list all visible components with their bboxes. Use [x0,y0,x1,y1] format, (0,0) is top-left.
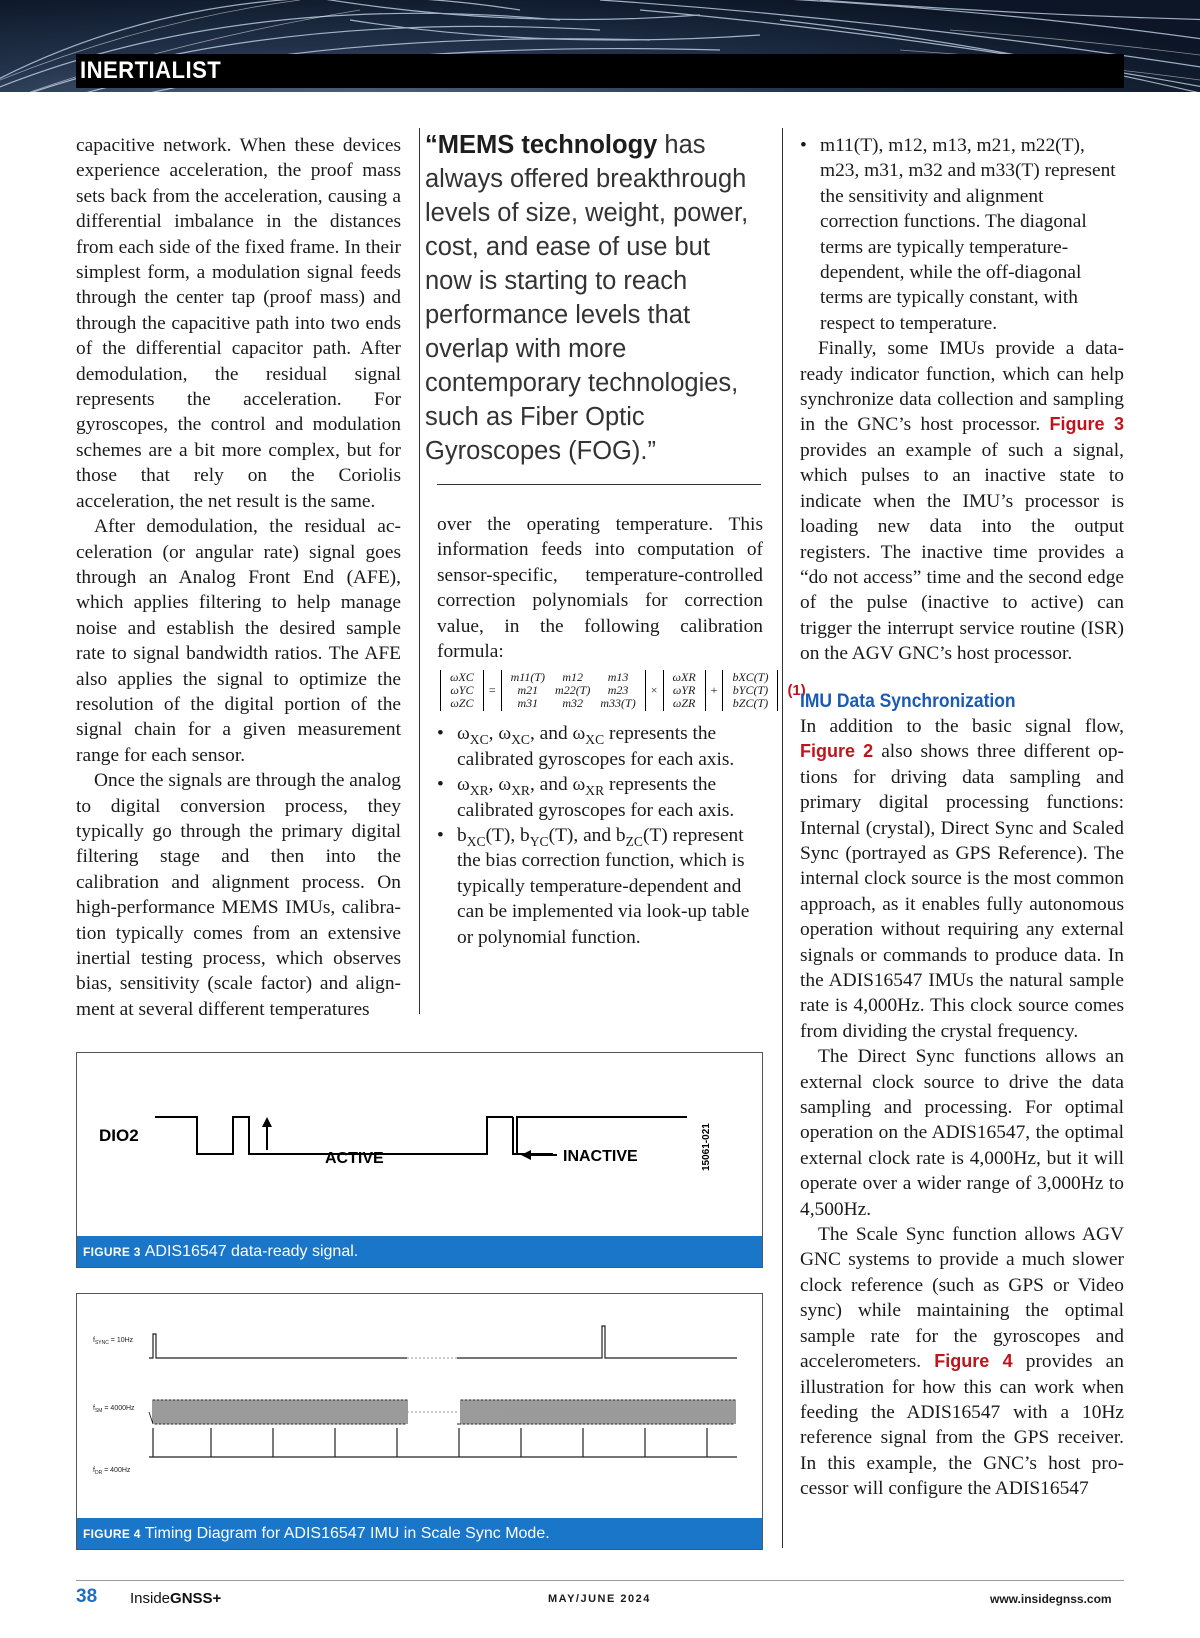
omega: ω [498,723,512,745]
bias-cell: bYC(T) [732,683,769,698]
footer-rule [76,1580,1124,1581]
sync-label [93,1337,134,1346]
times-sign: × [650,683,658,698]
sample-clock-wave [149,1400,735,1424]
bias-vector [722,670,778,711]
column-1 [76,133,401,1022]
bullet-text: represent the bias correction function, which is typically temperature-dependent and can be implemented via look-up table or polynomial function. [457,825,750,948]
f: f [93,1405,95,1412]
scale-sync-timing-diagram [77,1294,762,1518]
sub: XC [469,732,489,748]
sub: DR [94,1470,103,1476]
pull-quote-rule [437,484,761,485]
val: = 400Hz [102,1467,131,1474]
raw-cell: ωYR [672,683,696,698]
sub: SM [94,1408,103,1414]
text: Finally, some IMUs provide a data-ready indicator function, which can help synchronize data collection and sampling in the GNC’s host processor. [800,338,1124,436]
sub: XC [585,732,605,748]
publication-brand [130,1590,221,1607]
signal-label: DIO2 [99,1126,139,1145]
sub: XR [511,783,530,799]
column-3 [800,133,1124,1502]
bullet-text: represents the calibrated gyroscopes for each axis. [457,774,735,821]
figure-label: FIGURE 4 [83,1527,141,1541]
text: The Scale Sync function allows AGV GNC systems to provide a much slower clock reference (such as GPS or Video sync) while maintaining the optimal sample rate for the gyroscopes and accelerometers. [800,1224,1124,1373]
column-divider-right [782,128,783,1548]
section-title: INERTIALIST [80,57,222,84]
figure-2-link[interactable]: Figure 2 [800,741,874,762]
active-label: ACTIVE [325,1150,384,1167]
calibration-formula [437,670,806,711]
m-cell: m31 [517,696,539,711]
bullet-raw: • $\omega_{XR}$, $\omega_{XR}$, and $\omega_{XR}$ represents the calibrated gyroscopes for each axis. [437,772,763,823]
section-label [76,54,1124,88]
dr-label [93,1467,131,1476]
figure-3-link[interactable]: Figure 3 [1049,414,1124,435]
pull-quote-text: has always offered breakthrough levels of size, weight, power, cost, and ease of use but now is starting to reach performance levels that overlap with more contemporary technologies, such as Fiber Optic Gyroscopes (FOG).” [425,131,749,465]
bullet-bias: • $b_{XC}(T)$, $b_{YC}(T)$, and $b_{ZC}(T)$ represent the bias correction function, which is typically temperature-dependent and can be implemented via look-up table or polynomial function. [437,823,763,950]
text: also shows three different options for driving data sampling and primary digital processing functions: Internal (crystal), Direct Sync and Scaled Sync (portrayed as GPS Reference). The internal clock source is the most common approach, as it enables fully autonomous operation without requiring any external signals or commands to produce data. In the ADIS16547 IMUs the natural sample rate is 4,000Hz. This clock source comes from dividing the crystal frequency. [800,741,1124,1042]
plus-sign: + [710,683,718,698]
m-cell: m32 [562,696,584,711]
text: In addition to the basic signal flow, [800,715,1124,737]
col3-paragraph-4 [800,1222,1124,1501]
section-heading: IMU Data Synchronization [800,690,1016,712]
figure-4-link[interactable]: Figure 4 [934,1351,1013,1372]
val: = 4000Hz [102,1405,135,1412]
issue-date: MAY/JUNE 2024 [548,1593,651,1605]
bullet-calibrated: • $\omega_{XC}$, $\omega_{XC}$, and $\omega_{XC}$ represents the calibrated gyroscopes for each axis. [437,721,763,772]
column-divider-left [419,128,420,1014]
bullet-text: represents the calibrated gyroscopes for each axis. [457,723,735,770]
sample-clock-path [149,1400,735,1424]
sub: ZC [625,833,643,849]
lhs-2: ωZC [450,696,474,711]
raw-cell: ωXR [672,670,696,685]
figure-3 [76,1052,763,1268]
header-banner [0,0,1200,92]
bullet-sensitivity [800,133,1124,336]
data-ready-ticks [153,1428,707,1457]
text: provides an example of such a signal, which pulses to an inactive state to indicate when the IMU’s processor is loading new data into the output registers. The inactive time provides a “do not access” time and the second edge of the pulse (inactive to active) can trigger the interrupt service routine (ISR) on the AGV GNC’s host processor. [800,439,1124,665]
omega: ω [457,774,470,796]
lhs-1: ωYC [450,683,474,698]
val: = 10Hz [108,1337,134,1344]
col1-paragraph-3: Once the signals are through the analog to digital conversion process, they typically go through the primary digital filtering stage and then into the calibration and alignment process. On high-performance MEMS IMUs, calibration typically comes from an extensive inertial testing process, which observes bias, sensitivity (scale factor) and alignment at several different temperatures [76,770,401,1020]
bias-cell: bZC(T) [732,696,769,711]
sub: XC [511,732,530,748]
omega: ω [572,723,586,745]
f: f [93,1337,95,1344]
raw-vector [663,670,706,711]
sensitivity-matrix [501,670,646,711]
sub: XC [466,833,486,849]
page-number: 38 [76,1586,98,1607]
equation-number: (1) [787,682,806,700]
m-cell: m23 [607,683,629,698]
text: provides an illustration for how this can work when feeding the ADIS16547 with a 10Hz reference signal from the GPS receiver. In this example, the GNC’s host processor will configure the ADIS16547 [800,1351,1124,1500]
m-cell: m33(T) [600,696,636,711]
arrow-head [262,1117,272,1127]
col3-paragraph-1 [800,336,1124,666]
m-cell: m13 [607,670,629,685]
sub: XR [469,783,489,799]
sub: SYNC [94,1340,109,1346]
dio2-waveform-2 [513,1117,553,1154]
figure-4 [76,1293,763,1550]
bullet-text: represent the sensitivity and alignment correction functions. The diagonal terms are typically temperature-dependent, while the off-diagonal terms are typically constant, with respect to temperature. [820,160,1116,334]
sm-label [93,1405,135,1414]
arrow-head [521,1150,531,1160]
figure-label: FIGURE 3 [83,1245,141,1259]
bullet-head: m11(T), m12, m13, m21, m22(T), m23, m31, m32 and m33(T) [820,135,1085,182]
data-ready-signal-diagram [77,1053,762,1236]
figure-code: 15061-021 [701,1123,712,1171]
m-cell: m21 [517,683,539,698]
lhs-0: ωXC [450,670,474,685]
raw-cell: ωZR [672,696,696,711]
sync-pulse-wave-2 [457,1326,737,1358]
col3-paragraph-3: The Direct Sync functions allows an external clock source to drive the data sampling and processing. For optimal operation on the ADIS16547, the optimal external clock rate is 4,000Hz, but it will operate over a wider range of 3,000Hz to 4,500Hz. [800,1046,1124,1220]
inactive-label: INACTIVE [563,1148,638,1165]
col1-paragraph-2: After demodulation, the residual acceleration (or angular rate) signal goes through an Analog Front End (AFE), which applies filtering to help manage noise and establish the desired sample rate to signal bandwidth ratios. The AFE also applies the signal to optimize the resolution of the digital portion of the signal chain for a given measurement range for each sensor. [76,516,401,766]
col3-paragraph-2 [800,714,1124,1044]
m-cell: m22(T) [555,683,591,698]
pull-quote [425,128,760,468]
sub: XR [585,783,605,799]
dio2-waveform-1 [155,1117,513,1154]
brand-a: Inside [130,1590,171,1607]
sub: YC [529,833,549,849]
brand-b: GNSS+ [170,1590,222,1607]
equals-sign: = [488,683,496,698]
figure-4-caption [77,1518,762,1549]
f: f [93,1467,95,1474]
caption-text: ADIS16547 data-ready signal. [144,1243,359,1260]
bias-cell: bXC(T) [732,670,769,685]
m-cell: m11(T) [510,670,546,685]
omega: ω [457,723,470,745]
omega: ω [572,774,586,796]
figure-3-caption [77,1236,762,1267]
column-2 [437,512,806,950]
sync-pulse-wave [149,1334,407,1358]
website-link[interactable]: www.insidegnss.com [990,1592,1112,1606]
caption-text: Timing Diagram for ADIS16547 IMU in Scale Sync Mode. [144,1525,550,1542]
omega: ω [498,774,512,796]
m-cell: m12 [562,670,584,685]
col2-paragraph-1: over the operating temperature. This information feeds into computation of sensor-specific, temperature-controlled correction polynomials for correction value, in the following calibration formula: [437,514,763,663]
lhs-vector [440,670,484,711]
col1-paragraph-1: capacitive network. When these devices experience acceleration, the proof mass sets back from the acceleration, causing a differential imbalance in the distances from each side of the fixed frame. In their simplest form, a modulation signal feeds through the center tap (proof mass) and through the capacitive path into two ends of the differential capacitor path. After demodulation, the residual signal represents the acceleration. For gyroscopes, the control and modulation schemes are a bit more complex, but for those that rely on the Coriolis acceleration, the net result is the same. [76,135,401,512]
pull-quote-lead: “MEMS technology [425,131,658,159]
